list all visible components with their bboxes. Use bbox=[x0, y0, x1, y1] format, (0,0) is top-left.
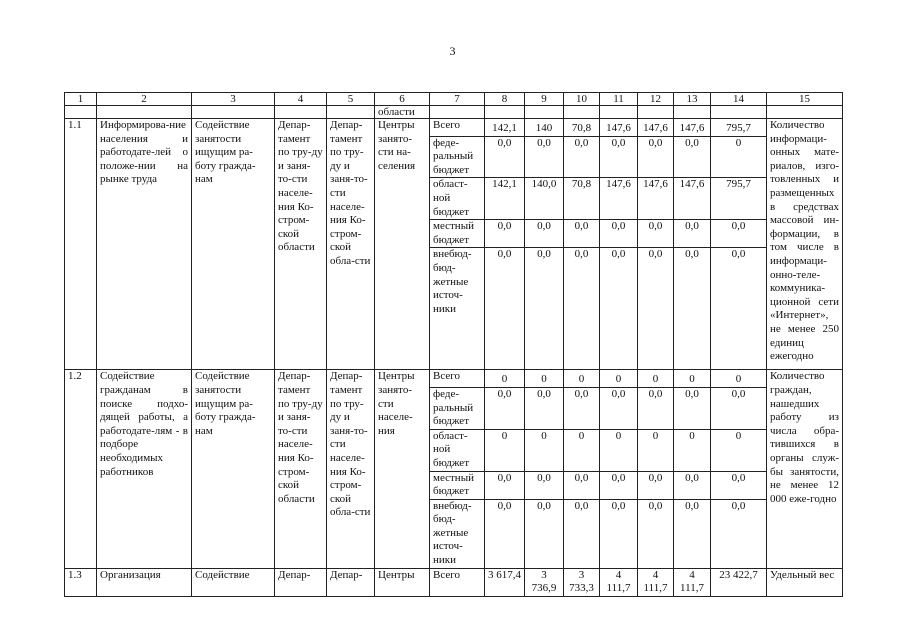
col-header: 6 bbox=[375, 93, 430, 106]
co-executor: Депар-тамент по тру-ду и заня-то-сти населе-ния Ко-стром-ской обла-сти bbox=[327, 370, 375, 568]
col-header: 4 bbox=[275, 93, 327, 106]
col-header: 9 bbox=[525, 93, 564, 106]
value-cell: 0,0 bbox=[711, 248, 767, 370]
value-cell: 147,6 bbox=[674, 178, 711, 220]
funding-source: Всего bbox=[430, 568, 485, 596]
col-header: 11 bbox=[600, 93, 638, 106]
activity-name: Организация bbox=[97, 568, 192, 596]
value-cell: 142,1 bbox=[485, 178, 525, 220]
value-cell: 0,0 bbox=[638, 387, 674, 429]
expected-result: Удельный вес bbox=[767, 568, 843, 596]
col-header: 2 bbox=[97, 93, 192, 106]
carry-over-text: области bbox=[375, 106, 430, 119]
value-cell: 0,0 bbox=[638, 471, 674, 499]
funding-source: внебюд-бюд-жетные источ-ники bbox=[430, 499, 485, 568]
row-number: 1.3 bbox=[65, 568, 97, 596]
participant: Центры занято-сти населе-ния bbox=[375, 370, 430, 568]
value-cell: 0,0 bbox=[564, 499, 600, 568]
value-cell: 147,6 bbox=[600, 119, 638, 137]
value-cell: 0,0 bbox=[525, 471, 564, 499]
value-cell: 4 111,7 bbox=[674, 568, 711, 596]
program-activities-table bbox=[64, 92, 843, 597]
value-cell: 0,0 bbox=[525, 136, 564, 178]
value-cell: 0 bbox=[711, 429, 767, 471]
value-cell: 3 733,3 bbox=[564, 568, 600, 596]
value-cell: 0,0 bbox=[674, 220, 711, 248]
co-executor: Депар-тамент по тру-ду и заня-то-сти населе-ния Ко-стром-ской обла-сти bbox=[327, 119, 375, 370]
value-cell: 0,0 bbox=[485, 136, 525, 178]
value-cell: 0,0 bbox=[638, 220, 674, 248]
col-header: 7 bbox=[430, 93, 485, 106]
value-cell: 147,6 bbox=[638, 178, 674, 220]
funding-source: феде-ральный бюджет bbox=[430, 387, 485, 429]
value-cell: 0,0 bbox=[600, 387, 638, 429]
value-cell: 0 bbox=[674, 429, 711, 471]
value-cell: 0,0 bbox=[638, 499, 674, 568]
value-cell: 0,0 bbox=[525, 220, 564, 248]
value-cell: 70,8 bbox=[564, 178, 600, 220]
funding-source: област-ной бюджет bbox=[430, 178, 485, 220]
value-cell: 0,0 bbox=[638, 136, 674, 178]
col-header: 15 bbox=[767, 93, 843, 106]
value-cell: 3 736,9 bbox=[525, 568, 564, 596]
value-cell: 0,0 bbox=[711, 471, 767, 499]
value-cell: 0,0 bbox=[485, 471, 525, 499]
value-cell: 0 bbox=[674, 370, 711, 388]
value-cell: 0 bbox=[525, 429, 564, 471]
value-cell: 140,0 bbox=[525, 178, 564, 220]
program-name: Содействие bbox=[192, 568, 275, 596]
value-cell: 0 bbox=[638, 370, 674, 388]
value-cell: 0 bbox=[564, 370, 600, 388]
value-cell: 0,0 bbox=[525, 499, 564, 568]
value-cell: 0 bbox=[485, 370, 525, 388]
value-cell: 0,0 bbox=[525, 387, 564, 429]
funding-source: феде-ральный бюджет bbox=[430, 136, 485, 178]
carry-over-row bbox=[65, 106, 843, 119]
value-cell: 0 bbox=[711, 136, 767, 178]
value-cell: 70,8 bbox=[564, 119, 600, 137]
value-cell: 147,6 bbox=[600, 178, 638, 220]
value-cell: 0,0 bbox=[674, 387, 711, 429]
program-name: Содействие занятости ищущим ра-боту гражда-нам bbox=[192, 119, 275, 370]
row-number: 1.2 bbox=[65, 370, 97, 568]
value-cell: 0 bbox=[711, 370, 767, 388]
value-cell: 0 bbox=[600, 429, 638, 471]
responsible-executor: Депар- bbox=[275, 568, 327, 596]
value-cell: 0,0 bbox=[485, 248, 525, 370]
col-header: 13 bbox=[674, 93, 711, 106]
value-cell: 0,0 bbox=[564, 136, 600, 178]
value-cell: 140 bbox=[525, 119, 564, 137]
table-row bbox=[65, 568, 843, 596]
value-cell: 0,0 bbox=[674, 248, 711, 370]
participant: Центры занято-сти на-селения bbox=[375, 119, 430, 370]
col-header: 1 bbox=[65, 93, 97, 106]
col-header: 10 bbox=[564, 93, 600, 106]
value-cell: 3 617,4 bbox=[485, 568, 525, 596]
value-cell: 4 111,7 bbox=[600, 568, 638, 596]
col-header: 3 bbox=[192, 93, 275, 106]
value-cell: 0,0 bbox=[638, 248, 674, 370]
value-cell: 795,7 bbox=[711, 178, 767, 220]
row-number: 1.1 bbox=[65, 119, 97, 370]
activity-name: Информирова-ние населения и работодате-лей о положе-нии на рынке труда bbox=[97, 119, 192, 370]
activity-name: Содействие гражданам в поиске подхо-дящей работы, а работодате-лям - в подборе необходимых работников bbox=[97, 370, 192, 568]
value-cell: 4 111,7 bbox=[638, 568, 674, 596]
value-cell: 0,0 bbox=[485, 499, 525, 568]
value-cell: 0,0 bbox=[711, 499, 767, 568]
col-header: 12 bbox=[638, 93, 674, 106]
value-cell: 147,6 bbox=[674, 119, 711, 137]
funding-source: местный бюджет bbox=[430, 220, 485, 248]
value-cell: 0 bbox=[600, 370, 638, 388]
column-number-row bbox=[65, 93, 843, 106]
value-cell: 0 bbox=[525, 370, 564, 388]
program-name: Содействие занятости ищущим ра-боту гражда-нам bbox=[192, 370, 275, 568]
value-cell: 795,7 bbox=[711, 119, 767, 137]
col-header: 8 bbox=[485, 93, 525, 106]
expected-result: Количество информаци-онных мате-риалов, изго-товленных и размещенных в средствах массовой ин-формации, в том числе в информаци-онно-теле-коммуника-ционной сети «Интернет», не менее 250 единиц ежегодно bbox=[767, 119, 843, 370]
value-cell: 0,0 bbox=[485, 387, 525, 429]
table-row bbox=[65, 119, 843, 137]
value-cell: 0,0 bbox=[674, 499, 711, 568]
value-cell: 0,0 bbox=[564, 248, 600, 370]
table-row bbox=[65, 370, 843, 388]
value-cell: 0,0 bbox=[711, 220, 767, 248]
responsible-executor: Депар-тамент по тру-ду и заня-то-сти населе-ния Ко-стром-ской области bbox=[275, 370, 327, 568]
value-cell: 0,0 bbox=[485, 220, 525, 248]
funding-source: внебюд-бюд-жетные источ-ники bbox=[430, 248, 485, 370]
value-cell: 0 bbox=[485, 429, 525, 471]
expected-result: Количество граждан, нашедших работу из числа обра-тившихся в органы служ-бы занятости, не менее 12 000 еже-годно bbox=[767, 370, 843, 568]
value-cell: 23 422,7 bbox=[711, 568, 767, 596]
value-cell: 0,0 bbox=[600, 136, 638, 178]
value-cell: 0,0 bbox=[600, 499, 638, 568]
value-cell: 0 bbox=[564, 429, 600, 471]
col-header: 14 bbox=[711, 93, 767, 106]
value-cell: 0,0 bbox=[564, 471, 600, 499]
value-cell: 142,1 bbox=[485, 119, 525, 137]
value-cell: 0,0 bbox=[600, 471, 638, 499]
value-cell: 0,0 bbox=[564, 220, 600, 248]
participant: Центры bbox=[375, 568, 430, 596]
value-cell: 0,0 bbox=[711, 387, 767, 429]
page-number: 3 bbox=[449, 44, 456, 58]
funding-source: местный бюджет bbox=[430, 471, 485, 499]
value-cell: 0,0 bbox=[525, 248, 564, 370]
value-cell: 147,6 bbox=[638, 119, 674, 137]
col-header: 5 bbox=[327, 93, 375, 106]
funding-source: област-ной бюджет bbox=[430, 429, 485, 471]
funding-source: Всего bbox=[430, 370, 485, 388]
value-cell: 0,0 bbox=[564, 387, 600, 429]
co-executor: Депар- bbox=[327, 568, 375, 596]
value-cell: 0,0 bbox=[600, 220, 638, 248]
responsible-executor: Депар-тамент по тру-ду и заня-то-сти населе-ния Ко-стром-ской области bbox=[275, 119, 327, 370]
value-cell: 0 bbox=[638, 429, 674, 471]
funding-source: Всего bbox=[430, 119, 485, 137]
value-cell: 0,0 bbox=[674, 471, 711, 499]
value-cell: 0,0 bbox=[600, 248, 638, 370]
value-cell: 0,0 bbox=[674, 136, 711, 178]
